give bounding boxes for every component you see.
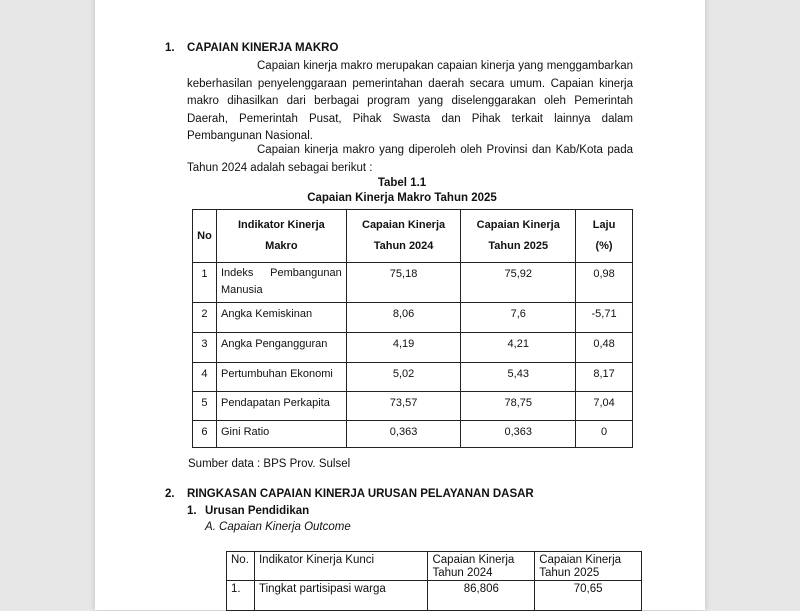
table1-header-row <box>193 210 633 263</box>
table1-source: Sumber data : BPS Prov. Sulsel <box>188 458 351 470</box>
table1 <box>192 209 633 448</box>
table2 <box>226 551 642 611</box>
header-indikator: Indikator Kinerja Makro <box>216 210 346 263</box>
table-row: 5 Pendapatan Perkapita 73,57 78,75 7,04 <box>193 392 633 421</box>
section1-number: 1. <box>165 42 175 54</box>
para2-line: Tahun 2024 adalah sebagai berikut : <box>187 161 373 174</box>
subsection-title: Urusan Pendidikan <box>205 505 310 517</box>
header-capaian-2024: Capaian Kinerja Tahun 2024 <box>428 552 535 581</box>
table-row: 6 Gini Ratio 0,363 0,363 0 <box>193 421 633 448</box>
section2-title: RINGKASAN CAPAIAN KINERJA URUSAN PELAYANAN DASAR <box>187 488 534 500</box>
section1-title: CAPAIAN KINERJA MAKRO <box>187 42 339 54</box>
para2-line: Capaian kinerja makro yang diperoleh oleh Provinsi dan Kab/Kota pada <box>257 144 633 156</box>
header-capaian-2024: Capaian Kinerja Tahun 2024 <box>346 210 461 263</box>
section1-paragraph1 <box>187 58 633 146</box>
para1-line: keberhasilan penyelenggaraan pemerintahan daerah secara umum. Capaian kinerja <box>187 77 633 90</box>
section1-paragraph2 <box>187 142 633 177</box>
table-row: 3 Angka Pengangguran 4,19 4,21 0,48 <box>193 333 633 363</box>
header-capaian-2025: Capaian Kinerja Tahun 2025 <box>535 552 642 581</box>
table-row: 2 Angka Kemiskinan 8,06 7,6 -5,71 <box>193 303 633 333</box>
header-no: No. <box>227 552 255 581</box>
para1-line: Capaian kinerja makro merupakan capaian kinerja yang menggambarkan <box>257 60 633 72</box>
table-row: 1 Indeks Pembangunan Manusia 75,18 75,92 0,98 <box>193 263 633 303</box>
subsubsection-title: A. Capaian Kinerja Outcome <box>205 521 351 533</box>
section2-number: 2. <box>165 488 175 500</box>
para1-line: Daerah, Pemerintah Pusat, Pihak Swasta dan Pihak terkait lainnya dalam <box>187 112 633 125</box>
document-page <box>95 0 705 610</box>
table1-label: Tabel 1.1 <box>377 177 427 189</box>
para1-line: makro dihasilkan dari berbagai program yang diselenggarakan oleh Pemerintah <box>187 95 633 107</box>
header-capaian-2025: Capaian Kinerja Tahun 2025 <box>461 210 576 263</box>
header-no: No <box>193 210 217 263</box>
table-row: 1. Tingkat partisipasi warga 86,806 70,65 <box>227 581 642 611</box>
header-ikk: Indikator Kinerja Kunci <box>254 552 427 581</box>
table1-caption: Capaian Kinerja Makro Tahun 2025 <box>307 192 497 204</box>
header-laju: Laju (%) <box>576 210 633 263</box>
para1-line: Pembangunan Nasional. <box>187 130 313 142</box>
table2-header-row <box>227 552 642 581</box>
subsection-number: 1. <box>187 505 197 517</box>
table-row: 4 Pertumbuhan Ekonomi 5,02 5,43 8,17 <box>193 363 633 392</box>
